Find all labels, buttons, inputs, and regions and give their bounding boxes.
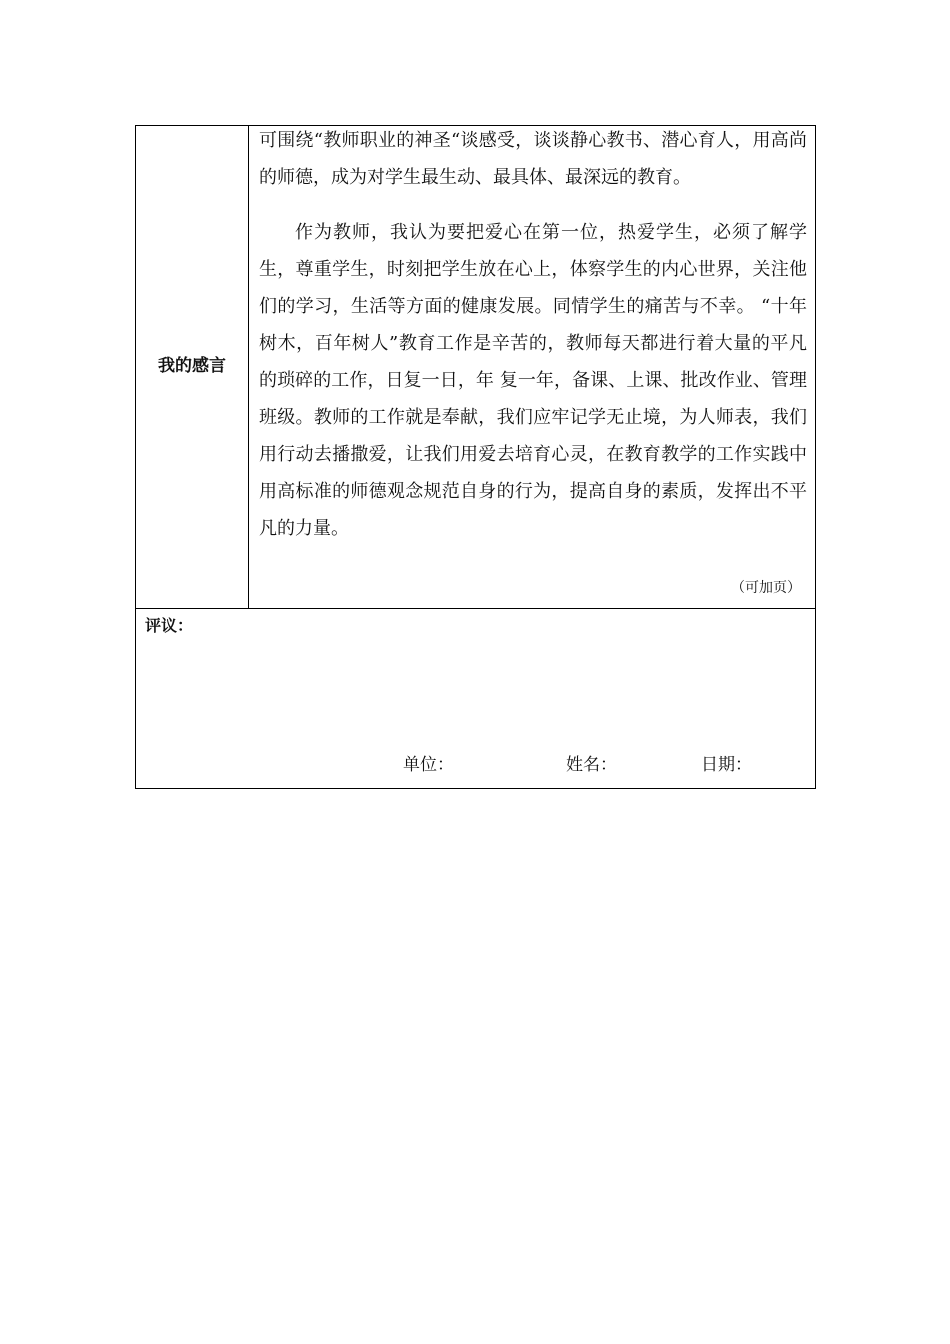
reflection-row (136, 126, 815, 609)
reflection-content-cell (249, 126, 815, 608)
add-page-note: （可加页） (731, 580, 801, 596)
comment-label: 评议： (145, 616, 194, 635)
label-cell (136, 126, 249, 608)
comment-row (136, 609, 815, 788)
signature-unit-label: 单位： (403, 755, 454, 775)
signature-name-label: 姓名： (566, 755, 617, 775)
signature-date-label: 日期： (701, 755, 752, 775)
reflection-label: 我的感言 (158, 356, 226, 376)
reflection-paragraph-body: 作为教师，我认为要把爱心在第一位，热爱学生，必须了解学生，尊重学生，时刻把学生放在心上，体察学生的内心世界，关注他们的学习，生活等方面的健康发展。同情学生的痛苦与不幸。 “十年树木，百年树人”教育工作是辛苦的，教师每天都进行着大量的平凡的琐碎的工作，日复一日，年 复一年，备课、上课、批改作业、管理班级。教师的工作就是奉献，我们应牢记学无止境，为人师表，我们用行动去播撒爱，让我们用爱去培育心灵，在教育教学的工作实践中用高标准的师德观念规范自身的行为，提高自身的素质，发挥出不平凡的力量。 (259, 222, 807, 539)
reflection-paragraph-intro: 可围绕“教师职业的神圣“谈感受，谈谈静心教书、潜心育人，用高尚的师德，成为对学生最生动、最具体、最深远的教育。 (259, 130, 807, 188)
reflection-form-table (135, 125, 816, 789)
